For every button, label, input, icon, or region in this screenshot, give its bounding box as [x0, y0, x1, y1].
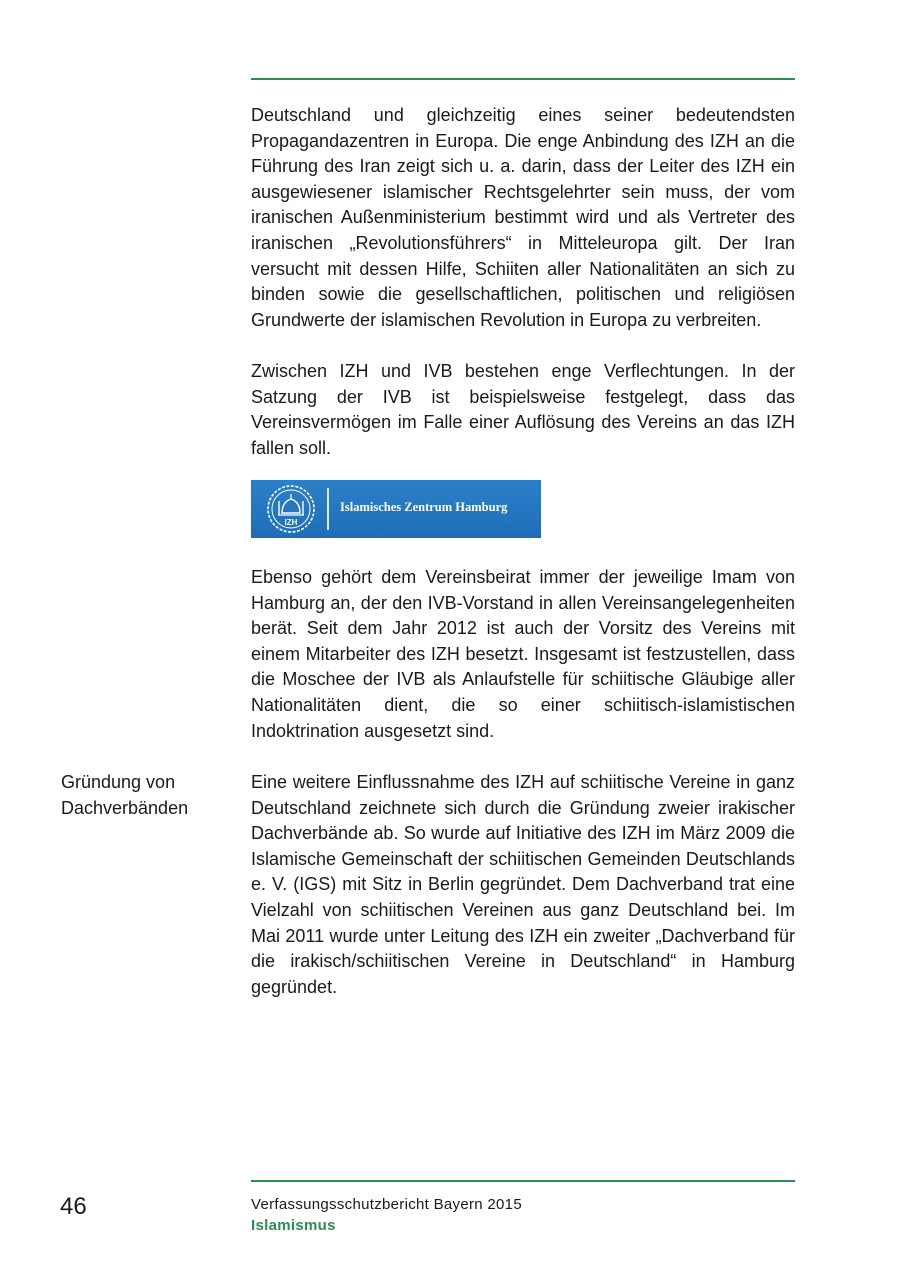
- paragraph-vereinsbeirat: Ebenso gehört dem Vereinsbeirat immer der jeweilige Imam von Hamburg an, der den IVB-Vorstand in allen Vereinsangelegenheiten berät. Seit dem Jahr 2012 ist auch der Vorsitz des Vereins mit einem Mitarbeiter des IZH besetzt. Insgesamt ist festzustellen, dass die Moschee der IVB als Anlaufstelle für schiitische Gläubige aller Nationalitäten dient, die so einer schiitisch-islamistischen Indoktrination ausgesetzt sind.: [251, 567, 795, 741]
- bottom-divider: [251, 1180, 795, 1182]
- izh-logo-image: [251, 480, 541, 538]
- page-number: 46: [60, 1193, 87, 1220]
- top-divider: [251, 78, 795, 80]
- footer-section: Islamismus: [251, 1217, 336, 1234]
- logo-divider: [327, 488, 329, 530]
- paragraph-dachverbaende: Eine weitere Einflussnahme des IZH auf schiitische Vereine in ganz Deutschland zeichnete sich durch die Gründung zweier irakischer Dachverbände ab. So wurde auf Initiative des IZH im März 2009 die Islamische Gemeinschaft der schiitischen Gemeinden Deutschlands e. V. (IGS) mit Sitz in Berlin gegründet. Dem Dachverband trat eine Vielzahl von schiitischen Vereinen aus ganz Deutschland bei. Im Mai 2011 wurde unter Leitung des IZH ein zweiter „Dachverband für die irakisch/schiitischen Vereine in Deutschland“ in Hamburg gegründet.: [251, 772, 795, 997]
- svg-text:IZH: IZH: [284, 518, 298, 527]
- footer-title: Verfassungsschutzbericht Bayern 2015: [251, 1196, 522, 1213]
- side-label-gruendung: Gründung von Dachverbänden: [61, 772, 189, 818]
- mosque-emblem-icon: [265, 483, 317, 535]
- logo-text: Islamisches Zentrum Hamburg: [340, 500, 508, 514]
- paragraph-izh-iran: Deutschland und gleichzeitig eines seiner bedeutendsten Propagandazentren in Europa. Die enge Anbindung des IZH an die Führung des Iran zeigt sich u. a. darin, dass der Leiter des IZH ein ausgewiesener islamischer Rechtsgelehrter sein muss, der vom iranischen Außenministerium bestimmt wird und als Vertreter des iranischen „Revolutionsführers“ in Mitteleuropa gilt. Der Iran versucht mit dessen Hilfe, Schiiten aller Nationalitäten an sich zu binden sowie die gesellschaftlichen, politischen und religiösen Grundwerte der islamischen Revolution in Europa zu verbreiten.: [251, 105, 795, 330]
- paragraph-izh-ivb: Zwischen IZH und IVB bestehen enge Verflechtungen. In der Satzung der IVB ist beispielsweise festgelegt, dass das Vereinsvermögen im Falle einer Auflösung des Vereins an das IZH fallen soll.: [251, 361, 795, 458]
